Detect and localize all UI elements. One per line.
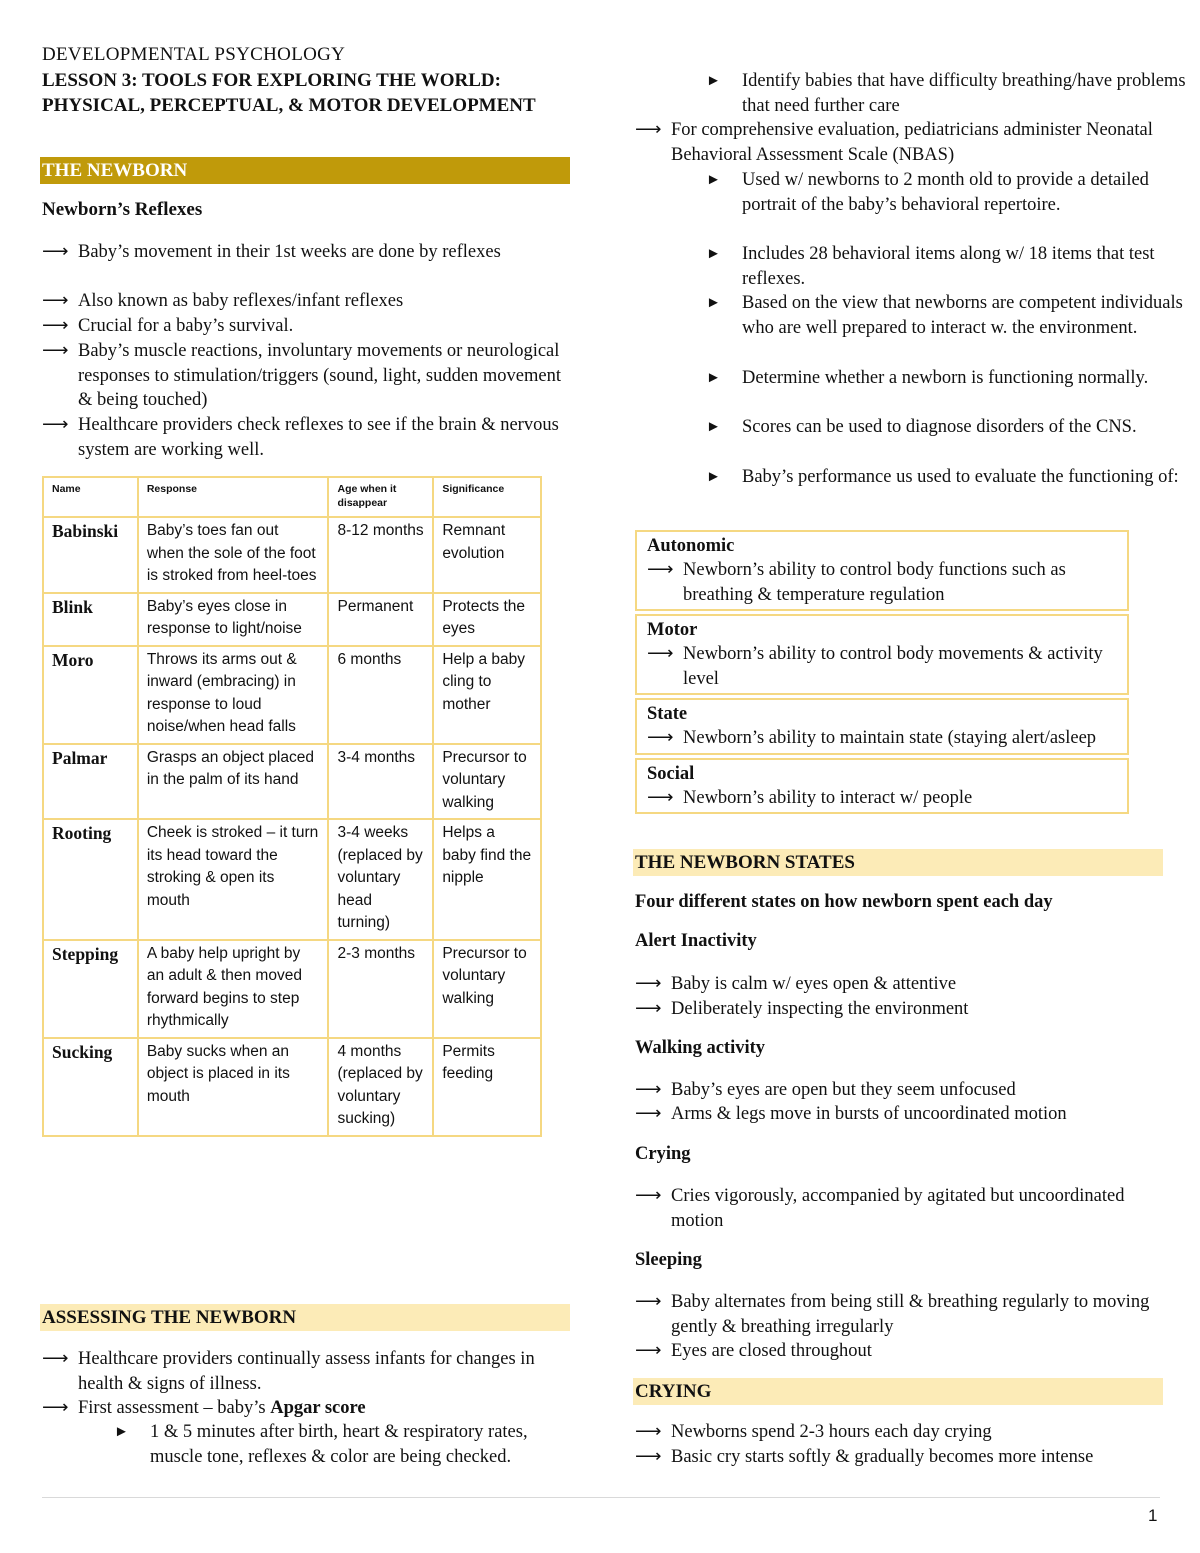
list-item: ► 1 & 5 minutes after birth, heart & respiratory rates, muscle tone, reflexes & color are being checked. [114,1422,528,1467]
state-title-alert: Alert Inactivity [635,931,757,951]
arrow-icon: ⟶ [635,120,662,140]
reflex-name: Babinski [43,517,138,593]
reflex-age: 4 months (replaced by voluntary sucking) [328,1038,433,1136]
triangle-bullet-icon: ► [706,73,721,89]
list-item: ⟶ Crucial for a baby’s survival. [42,314,568,339]
section-band-assessing: ASSESSING THE NEWBORN [40,1304,570,1331]
page-number: 1 [1148,1506,1158,1525]
table-row [43,940,541,1038]
column-header: Significance [433,477,541,517]
table-row [43,744,541,820]
reflex-response: Cheek is stroked – it turn its head toward the stroking & open its mouth [138,819,329,940]
list-item: ⟶ Baby is calm w/ eyes open & attentive [635,972,1191,997]
reflex-significance: Precursor to voluntary walking [433,744,541,820]
list-item: ⟶ Newborns spend 2-3 hours each day crying [635,1420,1191,1445]
reflex-age: 3-4 weeks (replaced by voluntary head turning) [328,819,433,940]
list-item: ► Scores can be used to diagnose disorders of the CNS. [706,415,1192,440]
function-text: ⟶ Newborn’s ability to control body functions such as breathing & temperature regulation [647,560,1066,605]
list-item: ► Baby’s performance us used to evaluate the functioning of: [706,465,1192,490]
arrow-icon: ⟶ [635,1104,662,1124]
reflex-response: Baby’s toes fan out when the sole of the foot is stroked from heel-toes [138,517,329,593]
reflex-significance: Help a baby cling to mother [433,646,541,744]
list-item: ► Used w/ newborns to 2 month old to provide a detailed portrait of the baby’s behavioral repertoire. [706,170,1149,215]
course-title: DEVELOPMENTAL PSYCHOLOGY [42,44,346,65]
table-row [43,517,541,593]
list-item: ⟶ Healthcare providers check reflexes to see if the brain & nervous system are working well. [42,415,559,460]
triangle-bullet-icon: ► [706,469,721,485]
state-title-sleeping: Sleeping [635,1250,702,1270]
arrow-icon: ⟶ [42,1398,69,1418]
column-header: Name [43,477,138,517]
apgar-score-term: Apgar score [270,1398,366,1418]
table-row [43,593,541,646]
reflex-significance: Protects the eyes [433,593,541,646]
list-item: ⟶ Baby’s muscle reactions, involuntary movements or neurological responses to stimulation/triggers (sound, light, sudden movement & being touched) [42,341,562,410]
list-item: ⟶ First assessment – baby’s Apgar score [42,1396,568,1421]
reflex-age: Permanent [328,593,433,646]
reflex-name: Sucking [43,1038,138,1136]
function-title: State [647,704,688,724]
function-box-state [635,698,1129,755]
column-header: Response [138,477,329,517]
section-band-crying: CRYING [633,1378,1163,1405]
reflex-response: Grasps an object placed in the palm of its hand [138,744,329,820]
arrow-icon: ⟶ [42,1349,69,1369]
function-title: Motor [647,620,698,640]
table-row [43,646,541,744]
list-item: ⟶ For comprehensive evaluation, pediatricians administer Neonatal Behavioral Assessment Scale (NBAS) [635,120,1153,165]
arrow-icon: ⟶ [635,1080,662,1100]
list-item: ► Includes 28 behavioral items along w/ 18 items that test reflexes. [706,244,1155,289]
arrow-icon: ⟶ [647,787,674,808]
list-item: ⟶ Cries vigorously, accompanied by agitated but uncoordinated motion [635,1186,1125,1231]
triangle-bullet-icon: ► [706,370,721,386]
function-box-autonomic [635,530,1129,611]
reflex-name: Blink [43,593,138,646]
list-item: ⟶ Eyes are closed throughout [635,1339,1191,1364]
reflex-name: Rooting [43,819,138,940]
reflex-response: A baby help upright by an adult & then moved forward begins to step rhythmically [138,940,329,1038]
reflex-name: Palmar [43,744,138,820]
state-title-crying: Crying [635,1144,691,1164]
arrow-icon: ⟶ [635,1341,662,1361]
function-text: ⟶ Newborn’s ability to interact w/ people [647,786,1117,811]
list-item: ⟶ Deliberately inspecting the environment [635,997,1191,1022]
lesson-title: LESSON 3: TOOLS FOR EXPLORING THE WORLD: PHYSICAL, PERCEPTUAL, & MOTOR DEVELOPMENT [42,70,536,116]
list-item: ⟶ Baby alternates from being still & breathing regularly to moving gently & breathing irregularly [635,1292,1150,1337]
reflex-response: Baby’s eyes close in response to light/noise [138,593,329,646]
arrow-icon: ⟶ [42,242,69,262]
list-item: ► Identify babies that have difficulty breathing/have problems that need further care [706,71,1186,116]
section-band-newborn: THE NEWBORN [40,157,570,184]
function-title: Social [647,763,695,784]
list-item: ⟶ Basic cry starts softly & gradually becomes more intense [635,1445,1141,1470]
arrow-icon: ⟶ [647,728,674,748]
footer-divider [42,1497,1160,1498]
reflex-response: Baby sucks when an object is placed in its mouth [138,1038,329,1136]
table-header-row [43,477,541,517]
column-header: Age when it disappear [328,477,433,517]
table-row [43,1038,541,1136]
state-title-walking: Walking activity [635,1038,766,1058]
arrow-icon: ⟶ [42,316,69,336]
section-band-states: THE NEWBORN STATES [633,849,1163,876]
arrow-icon: ⟶ [635,974,662,994]
list-item: ⟶ Arms & legs move in bursts of uncoordinated motion [635,1102,1196,1127]
reflex-age: 8-12 months [328,517,433,593]
list-item: ⟶ Baby’s movement in their 1st weeks are done by reflexes [42,240,568,265]
function-box-motor [635,614,1129,695]
list-item: ► Based on the view that newborns are competent individuals who are well prepared to interact w. the environment. [706,293,1183,338]
function-text: ⟶ Newborn’s ability to control body movements & activity level [647,644,1103,689]
reflex-response: Throws its arms out & inward (embracing) in response to loud noise/when head falls [138,646,329,744]
arrow-icon: ⟶ [647,560,674,580]
arrow-icon: ⟶ [635,999,662,1019]
reflex-name: Stepping [43,940,138,1038]
arrow-icon: ⟶ [42,415,69,435]
reflex-age: 2-3 months [328,940,433,1038]
reflex-table [42,476,542,1137]
nbas-functions [635,530,1129,817]
triangle-bullet-icon: ► [706,419,721,435]
table-row [43,819,541,940]
arrow-icon: ⟶ [635,1447,662,1467]
reflex-significance: Remnant evolution [433,517,541,593]
arrow-icon: ⟶ [635,1292,662,1312]
reflex-significance: Precursor to voluntary walking [433,940,541,1038]
reflex-age: 6 months [328,646,433,744]
triangle-bullet-icon: ► [706,172,721,188]
list-item: ⟶ Healthcare providers continually assess infants for changes in health & signs of illness. [42,1349,535,1394]
arrow-icon: ⟶ [42,291,69,311]
list-item: ⟶ Also known as baby reflexes/infant reflexes [42,289,568,314]
arrow-icon: ⟶ [647,644,674,664]
arrow-icon: ⟶ [635,1422,662,1442]
function-title: Autonomic [647,536,735,556]
triangle-bullet-icon: ► [706,295,721,311]
list-item: ⟶ Baby’s eyes are open but they seem unfocused [635,1078,1191,1103]
reflexes-subheading: Newborn’s Reflexes [42,199,203,220]
triangle-bullet-icon: ► [706,246,721,262]
function-box-social [635,758,1129,815]
function-text: ⟶ Newborn’s ability to maintain state (staying alert/asleep [647,726,1117,751]
arrow-icon: ⟶ [42,341,69,361]
list-item: ► Determine whether a newborn is functioning normally. [706,366,1192,391]
reflex-significance: Helps a baby find the nipple [433,819,541,940]
reflex-age: 3-4 months [328,744,433,820]
reflex-name: Moro [43,646,138,744]
triangle-bullet-icon: ► [114,1424,129,1440]
states-intro: Four different states on how newborn spent each day [635,892,1053,912]
reflex-significance: Permits feeding [433,1038,541,1136]
arrow-icon: ⟶ [635,1186,662,1206]
